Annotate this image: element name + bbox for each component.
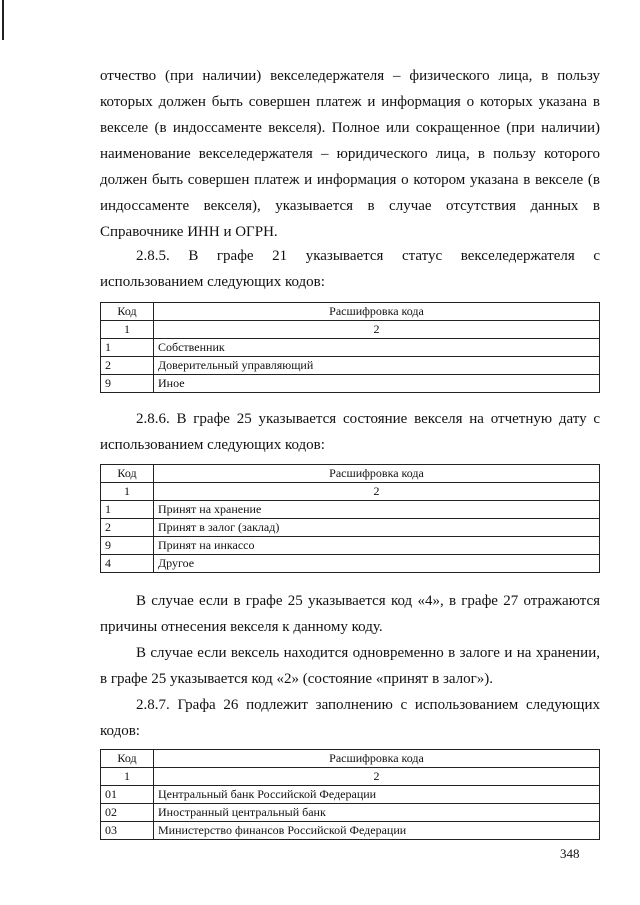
row-code: 2 <box>101 357 154 375</box>
numbering-col2: 2 <box>154 768 600 786</box>
table-column-26-codes <box>100 749 600 840</box>
paragraph-2-8-5: 2.8.5. В графе 21 указывается статус векселедержателя с использованием следующих кодов: <box>100 248 600 290</box>
row-code: 03 <box>101 822 154 840</box>
table-header-row <box>101 750 600 768</box>
paragraph-pledge-note: В случае если вексель находится одновременно в залоге и на хранении, в графе 25 указывается код «2» (состояние «принят в залог»). <box>100 645 600 687</box>
table-row <box>101 786 600 804</box>
table-row <box>101 537 600 555</box>
row-code: 2 <box>101 519 154 537</box>
row-description: Иное <box>154 375 600 393</box>
paragraph-2-8-7: 2.8.7. Графа 26 подлежит заполнению с использованием следующих кодов: <box>100 697 600 739</box>
table-row <box>101 339 600 357</box>
table-numbering-row <box>101 768 600 786</box>
row-description: Центральный банк Российской Федерации <box>154 786 600 804</box>
header-description: Расшифровка кода <box>154 465 600 483</box>
row-description: Собственник <box>154 339 600 357</box>
table-row <box>101 804 600 822</box>
row-code: 9 <box>101 537 154 555</box>
row-description: Министерство финансов Российской Федерации <box>154 822 600 840</box>
header-code: Код <box>101 750 154 768</box>
row-description: Принят на инкассо <box>154 537 600 555</box>
row-description: Иностранный центральный банк <box>154 804 600 822</box>
table-row <box>101 501 600 519</box>
table-row <box>101 357 600 375</box>
row-code: 1 <box>101 339 154 357</box>
numbering-col2: 2 <box>154 321 600 339</box>
numbering-col1: 1 <box>101 483 154 501</box>
table-row <box>101 555 600 573</box>
table-row <box>101 375 600 393</box>
numbering-col1: 1 <box>101 768 154 786</box>
header-description: Расшифровка кода <box>154 303 600 321</box>
header-code: Код <box>101 303 154 321</box>
table-header-row <box>101 465 600 483</box>
header-description: Расшифровка кода <box>154 750 600 768</box>
row-description: Другое <box>154 555 600 573</box>
paragraph-code-4-note: В случае если в графе 25 указывается код «4», в графе 27 отражаются причины отнесения векселя к данному коду. <box>100 593 600 635</box>
row-code: 1 <box>101 501 154 519</box>
page-edge-mark <box>2 0 4 40</box>
row-code: 4 <box>101 555 154 573</box>
row-description: Принят в залог (заклад) <box>154 519 600 537</box>
row-description: Доверительный управляющий <box>154 357 600 375</box>
table-bill-state-codes <box>100 464 600 573</box>
row-description: Принят на хранение <box>154 501 600 519</box>
header-code: Код <box>101 465 154 483</box>
table-row <box>101 519 600 537</box>
table-header-row <box>101 303 600 321</box>
table-numbering-row <box>101 483 600 501</box>
numbering-col1: 1 <box>101 321 154 339</box>
row-code: 02 <box>101 804 154 822</box>
paragraph-2-8-6: 2.8.6. В графе 25 указывается состояние векселя на отчетную дату с использованием следующих кодов: <box>100 411 600 453</box>
table-numbering-row <box>101 321 600 339</box>
page-number: 348 <box>560 846 580 861</box>
table-row <box>101 822 600 840</box>
numbering-col2: 2 <box>154 483 600 501</box>
table-holder-status-codes <box>100 302 600 393</box>
paragraph-holder-name: отчество (при наличии) векселедержателя – физического лица, в пользу которых должен быть совершен платеж и информация о которых указана в векселе (в индоссаменте векселя). Полное или сокращенное (при наличии) наименование векселедержателя – юридического лица, в пользу которого должен быть совершен платеж и информация о котором указана в векселе (в индоссаменте векселя), указывается в случае отсутствия данных в Справочнике ИНН и ОГРН. <box>100 68 600 240</box>
row-code: 9 <box>101 375 154 393</box>
row-code: 01 <box>101 786 154 804</box>
